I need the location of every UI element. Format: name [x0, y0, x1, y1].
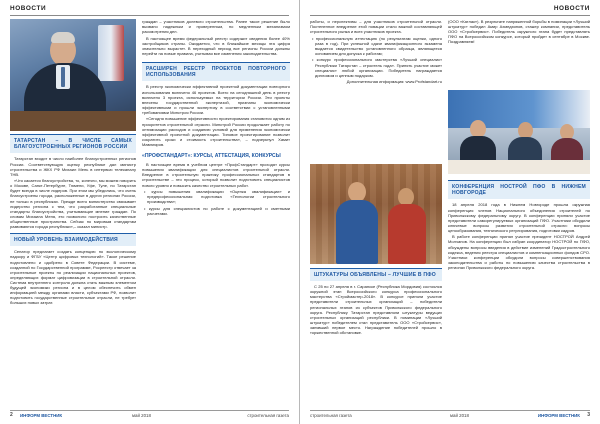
bullet-text: курсы для специалистов по работе с документацией и сметными расчетами.: [147, 205, 290, 216]
article-paragraph: В настоящее время федеральный реестр содержит сведения более 40% застройщиков страны. Ожидается, что в ближайшие месяцы эта цифра значительно вырастет. В переходный период все регионы России должны перейти на новые правила, учитывая все изменения законодательства.: [142, 35, 290, 56]
column-2: [448, 19, 590, 46]
photo-worker-body-2: [388, 204, 426, 264]
column-2-lower: [448, 180, 590, 271]
photo-worker-head: [348, 182, 366, 202]
photo-person-tie: [61, 67, 65, 87]
article-paragraph: В реестр экономически эффективной проектной документации повторного использования включено 46 проектов. Всего на сегодняшний день в реестр включено 3 проекта, используемых на территории России. Эти проекты внесены государственной экспертизой, признаны экономически эффективными и прошли экспертизу в соответствии с установленными требованиями Минстроя России.: [142, 84, 290, 115]
photo-person-hair: [51, 32, 75, 43]
article-paragraph: «Сегодня повышение эффективности проектирования становится одним из приоритетов строительной отрасли. Минстрой России продолжает работу по оптимизации расходов и созданию условий для применения экономически эффективной проектной документации. Типовое проектирование позволит сократить сроки и стоимость строительства», – подчеркнул Хамит Мавлияров.: [142, 116, 290, 147]
footer-site: строительная газета: [247, 413, 289, 418]
footer-logo: ИНФОРМ ВЕСТНИК: [20, 413, 63, 418]
column-1: [310, 19, 442, 86]
article-heading-block: [310, 268, 442, 281]
article-photo-conference: [448, 90, 590, 174]
right-page: [300, 0, 600, 424]
photo-table: [448, 160, 590, 174]
bullet-text: курсы повышения квалификации «Оценка квалификации» и предпрофессиональная подготовка «Технологии строительного производства»;: [147, 189, 290, 205]
article-heading-block: [142, 62, 290, 81]
article-heading-block: [10, 233, 136, 246]
footer-date: май 2018: [450, 413, 469, 418]
article-title-plasterers: ШТУКАТУРЫ ОБЪЯВЛЕНЫ – ЛУЧШИЕ В ПФО: [314, 272, 436, 278]
footer-rule: [310, 410, 590, 411]
article-paragraph: работы, и перспективы – для участников строительной отрасли. Постепенное внедрение этой новации стало важной составляющей строительного рынка и всех участников проекта.: [310, 19, 442, 35]
article-paragraph: «Что касается благоустройства, то, конечно, мы можем говорить о Москве, Санкт-Петербурге, Тюмени, Уфе, Туле, но Татарстан будет всегда в числе лидеров. При этом мы убедились, что очень благоустроены города, расположенные в других регионах России, не только в республиках. Прежде всего министерство связывает лидерство региона с тем, что разработанные специальные стандарты благоустройства, учитывающие мнение граждан. По словам Михаила Меня, это позволило построить качественные общественные пространства. Сейчас по мировым стандартам развиваются города республики»,– сказал министр.: [10, 178, 136, 230]
article-title-profstandart: «ПРОФСТАНДАРТ»: КУРСЫ, АТТЕСТАЦИЯ, КОНКУРСЫ: [142, 152, 281, 159]
footer-logo: ИНФОРМ ВЕСТНИК: [537, 413, 580, 418]
article-paragraph: 18 апреля 2018 года в Нижнем Новгороде прошла окружная конференция членов Национального объединения строителей по Приволжскому федеральному округу. В конференции приняли участие представители саморегулируемых организаций ПФО. Участники обсудили ключевые вопросы развития строительной отрасли: вопросы ценообразования, технического регулирования, подготовки кадров.: [448, 202, 590, 233]
footer-site: строительная газета: [310, 413, 352, 418]
photo-desk: [10, 111, 136, 131]
photo-flag-shape: [98, 25, 124, 81]
article-paragraph: Сенатор предлагает создать концепцию по экологическому надзору и ФГБУ «Центр цифровых технологий». Такое решение подготовлено и одобрено в Совете Федерации. В системе, созданной по Государственной программе, Росреестр отвечает за строительные проекты по реализации национальных проектов, определяющих формат цифровизации в строительной отрасли. Система внутреннего контроля должна стать важным элементом будущей экономики региона и в целом обеспечить обмен информацией между органами власти, субъектами РФ, позволит подготовить государственные строительные отрасли, не требует больших новых затрат.: [10, 249, 136, 306]
article-paragraph: В настоящее время в учебном центре «ПрофСтандарт» проходят курсы повышения квалификации для специалистов строительной отрасли. Внедрение в строительную практику профессиональных стандартов в строительстве – это процесс, который позволит подготовить специалистов нового уровня и повысить качество строительных работ.: [142, 162, 290, 188]
article-paragraph: Татарстан входит в число наиболее благоустроенных регионов России. Соответствующую оценку республике дал министр строительства и ЖКХ РФ Михаил Мень в интервью телеканалу ТНВ.: [10, 156, 136, 177]
article-photo-plasterers: [310, 164, 442, 264]
article-bullet: • курсы повышения квалификации «Оценка квалификации» и предпрофессиональная подготовка «Технологии строительного производства»;: [144, 189, 290, 205]
page-header: [300, 0, 600, 20]
article-paragraph: (ООО «Катлак»). В результате напряженной борьбы в номинации «Лучший штукатур» победил Амир Ахмедзянов, стажер компании, представитель ООО «Стройсервис». Победитель окружного этапа будет представлять ПФО на Всероссийском конкурсе, который пройдет в сентябре в Москве. Поздравляем!: [448, 19, 590, 45]
column-2: [142, 19, 290, 217]
page-footer: [300, 408, 600, 424]
article-heading-block: [10, 134, 136, 153]
footer-rule: [10, 410, 289, 411]
article-bullet: • курсы для специалистов по работе с документацией и сметными расчетами.: [144, 205, 290, 216]
article-paragraph: граждан – участников долевого строительства. Ранее такое решение было вызвано надежным и проверенным, но медленным механизмом рассмотрения дел.: [142, 19, 290, 35]
section-label: НОВОСТИ: [10, 5, 47, 12]
bullet-text: конкурс профессионального мастерства «Лучший специалист Республики Татарстан – строитель года». Принять участие может специалист любой организации. Победитель награждается дипломом и ценным подарком.: [315, 57, 442, 78]
article-title-tatarstan: ТАТАРСТАН – В ЧИСЛЕ САМЫХ БЛАГОУСТРОЕННЫХ РЕГИОНОВ РОССИИ: [14, 138, 132, 151]
page-header: [0, 0, 299, 20]
article-bullet: • профессиональную аттестацию (по результатам оценки, одного раза в год). При успешной сдаче квалификационного экзамена выдается свидетельство установленного образца, являющееся основанием для допуска к работам;: [312, 35, 442, 56]
article-title-registry: РАСШИРЕН РЕЕСТР ПРОЕКТОВ ПОВТОРНОГО ИСПОЛЬЗОВАНИЯ: [146, 66, 286, 79]
article-title-conference: КОНФЕРЕНЦИЯ НОСТРОЙ ПФО В НИЖНЕМ НОВГОРОДЕ: [452, 184, 586, 197]
header-rule: [10, 15, 289, 16]
column-1: [10, 134, 136, 307]
photo-worker-body: [336, 200, 378, 264]
article-bullet: • конкурс профессионального мастерства «Лучший специалист Республики Татарстан – строитель года». Принять участие может специалист любой организации. Победитель награждается дипломом и ценным подарком.: [312, 57, 442, 78]
article-paragraph: С 25 по 27 апреля в г. Саранске (Республика Мордовия) состоялся окружной этап Всероссийского конкурса профессионального мастерства «Строймастер-2018». В конкурсе приняли участие представители строительных организаций – победители региональных этапов из субъектов Приволжского федерального округа. Республику Татарстан представляли штукатуры ведущих строительных организаций республики. В номинации «Лучший штукатур» победителем стал представитель ООО «Стройсервис», занявший первое место. Награждение победителей прошло в торжественной обстановке.: [310, 284, 442, 336]
page-number: 2: [10, 412, 13, 418]
more-info-line: Дополнительная информация: www.Profstandart.ru: [346, 79, 442, 85]
page-footer: [0, 408, 299, 424]
article-paragraph: В работе конференции принял участие президент НОСТРОЙ Андрей Молчанов. На конференции был избран координатор НОСТРОЙ по ПФО, обсуждены вопросы введения в действие изменений Градостроительного кодекса, ведения реестра специалистов и компенсационных фондов СРО. Участники конференции обсудили вопросы совершенствования законодательства и работы по повышению качества строительства в регионах Приволжского федерального округа.: [448, 234, 590, 270]
column-1-lower: [310, 268, 442, 337]
photo-backdrop: [448, 90, 590, 128]
header-rule: [310, 15, 590, 16]
bullet-text: профессиональную аттестацию (по результатам оценки, одного раза в год). При успешной сдаче квалификационного экзамена выдается свидетельство установленного образца, являющееся основанием для допуска к работам;: [315, 35, 442, 56]
section-label: НОВОСТИ: [553, 5, 590, 12]
article-heading-block: [448, 180, 590, 199]
page-number: 3: [587, 412, 590, 418]
footer-date: май 2018: [132, 413, 151, 418]
article-title-new-level: НОВЫЙ УРОВЕНЬ ВЗАИМОДЕЙСТВИЯ: [14, 237, 118, 244]
article-photo-official: [10, 19, 136, 131]
